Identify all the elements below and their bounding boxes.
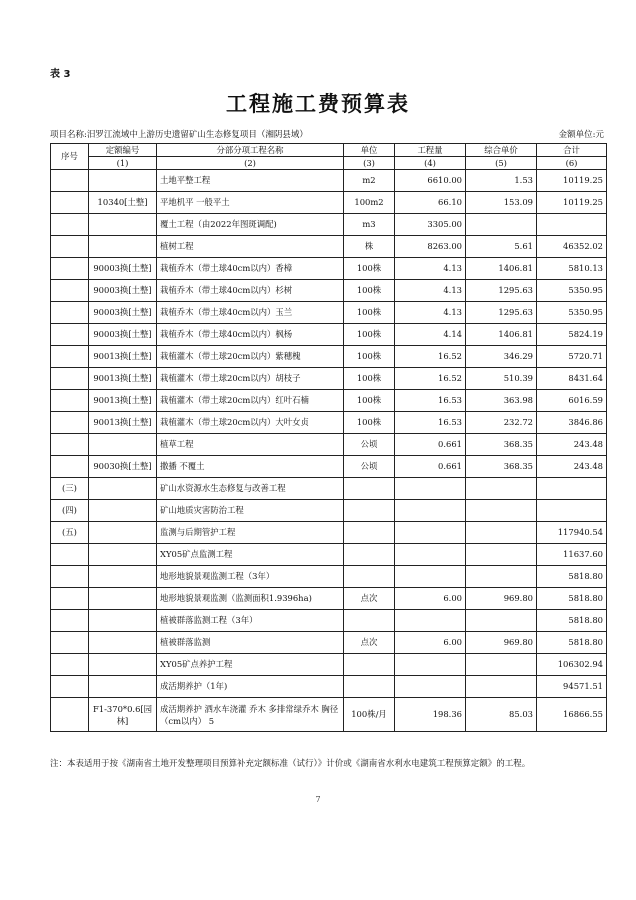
cell-total bbox=[537, 478, 607, 500]
cell-name: 栽植乔木（带土球40cm以内）杉树 bbox=[157, 280, 344, 302]
table-row bbox=[51, 214, 607, 236]
cell-unit: 100株 bbox=[344, 280, 395, 302]
cell-qty: 198.36 bbox=[395, 698, 466, 732]
page-title: 工程施工费预算表 bbox=[226, 92, 410, 116]
cell-code: 90013换[土整] bbox=[89, 390, 157, 412]
table-row bbox=[51, 456, 607, 478]
cell-seq bbox=[51, 170, 89, 192]
cell-name: 监测与后期管护工程 bbox=[157, 522, 344, 544]
cell-unit: 100株 bbox=[344, 346, 395, 368]
cell-total: 16866.55 bbox=[537, 698, 607, 732]
cell-unit bbox=[344, 676, 395, 698]
cell-code bbox=[89, 654, 157, 676]
cell-total: 6016.59 bbox=[537, 390, 607, 412]
cell-qty: 6.00 bbox=[395, 588, 466, 610]
table-tag: 表 3 bbox=[50, 69, 71, 80]
cell-unit: 株 bbox=[344, 236, 395, 258]
cell-unit: 100株 bbox=[344, 324, 395, 346]
cell-price bbox=[466, 676, 537, 698]
cell-name: XY05矿点养护工程 bbox=[157, 654, 344, 676]
cell-name: 矿山地质灾害防治工程 bbox=[157, 500, 344, 522]
cell-name: 植树工程 bbox=[157, 236, 344, 258]
table-row bbox=[51, 566, 607, 588]
table-row bbox=[51, 390, 607, 412]
cell-price: 85.03 bbox=[466, 698, 537, 732]
header-index-unit: (3) bbox=[344, 157, 395, 170]
cell-name: 栽植灌木（带土球20cm以内）胡枝子 bbox=[157, 368, 344, 390]
cell-price: 1406.81 bbox=[466, 324, 537, 346]
cell-code: 90003换[土整] bbox=[89, 280, 157, 302]
cell-name: 植被群落监测 bbox=[157, 632, 344, 654]
header-qty: 工程量 bbox=[395, 144, 466, 157]
table-row bbox=[51, 500, 607, 522]
cell-qty bbox=[395, 654, 466, 676]
cell-price bbox=[466, 214, 537, 236]
cell-total: 11637.60 bbox=[537, 544, 607, 566]
cell-qty bbox=[395, 522, 466, 544]
page-number: 7 bbox=[315, 795, 321, 804]
header-index-qty: (4) bbox=[395, 157, 466, 170]
cell-code: F1-370*0.6[园林] bbox=[89, 698, 157, 732]
header-index-name: (2) bbox=[157, 157, 344, 170]
cell-seq bbox=[51, 676, 89, 698]
cell-price: 510.39 bbox=[466, 368, 537, 390]
cell-name: 栽植乔木（带土球40cm以内）枫杨 bbox=[157, 324, 344, 346]
cell-price bbox=[466, 522, 537, 544]
cell-qty: 16.53 bbox=[395, 390, 466, 412]
cell-total: 5350.95 bbox=[537, 280, 607, 302]
cell-seq: (三) bbox=[51, 478, 89, 500]
cell-price: 363.98 bbox=[466, 390, 537, 412]
cell-name: 撒播 不覆土 bbox=[157, 456, 344, 478]
cell-unit: 100株 bbox=[344, 412, 395, 434]
table-row bbox=[51, 324, 607, 346]
table-row bbox=[51, 258, 607, 280]
cell-qty: 4.13 bbox=[395, 258, 466, 280]
cell-unit: 100株 bbox=[344, 302, 395, 324]
cell-code: 90003换[土整] bbox=[89, 302, 157, 324]
cell-total: 5720.71 bbox=[537, 346, 607, 368]
cell-total: 117940.54 bbox=[537, 522, 607, 544]
cell-seq bbox=[51, 214, 89, 236]
cell-name: 植被群落监测工程（3年） bbox=[157, 610, 344, 632]
header-unit: 单位 bbox=[344, 144, 395, 157]
cell-seq bbox=[51, 324, 89, 346]
footnote: 注：本表适用于按《湖南省土地开发整理项目预算补充定额标准（试行）》计价或《湖南省水利水电建筑工程预算定额》的工程。 bbox=[50, 759, 531, 769]
cell-seq bbox=[51, 434, 89, 456]
cell-name: 栽植灌木（带土球20cm以内）大叶女贞 bbox=[157, 412, 344, 434]
cell-seq bbox=[51, 346, 89, 368]
cell-qty bbox=[395, 544, 466, 566]
cell-total: 5818.80 bbox=[537, 588, 607, 610]
cell-price bbox=[466, 566, 537, 588]
cell-price: 346.29 bbox=[466, 346, 537, 368]
table-row bbox=[51, 170, 607, 192]
table-row bbox=[51, 588, 607, 610]
cell-unit: m3 bbox=[344, 214, 395, 236]
header-index-total: (6) bbox=[537, 157, 607, 170]
cell-name: 地形地貌景观监测工程（3年） bbox=[157, 566, 344, 588]
table-row bbox=[51, 632, 607, 654]
cell-price: 153.09 bbox=[466, 192, 537, 214]
cell-price bbox=[466, 478, 537, 500]
cell-price: 1406.81 bbox=[466, 258, 537, 280]
cell-qty bbox=[395, 676, 466, 698]
cell-seq bbox=[51, 280, 89, 302]
cell-qty bbox=[395, 500, 466, 522]
cell-seq bbox=[51, 654, 89, 676]
cell-unit: 100m2 bbox=[344, 192, 395, 214]
cell-seq bbox=[51, 302, 89, 324]
cell-price: 1.53 bbox=[466, 170, 537, 192]
cell-seq: (五) bbox=[51, 522, 89, 544]
cell-name: 地形地貌景观监测（监测面积1.9396ha) bbox=[157, 588, 344, 610]
cell-seq bbox=[51, 632, 89, 654]
budget-table bbox=[50, 143, 607, 732]
table-row bbox=[51, 412, 607, 434]
header-seq: 序号 bbox=[51, 144, 89, 170]
header-index-price: (5) bbox=[466, 157, 537, 170]
cell-name: 栽植乔木（带土球40cm以内）玉兰 bbox=[157, 302, 344, 324]
cell-qty: 16.53 bbox=[395, 412, 466, 434]
cell-code: 90013换[土整] bbox=[89, 368, 157, 390]
cell-qty: 0.661 bbox=[395, 456, 466, 478]
cell-unit: 公顷 bbox=[344, 434, 395, 456]
cell-name: 栽植乔木（带土球40cm以内）香樟 bbox=[157, 258, 344, 280]
cell-name: 栽植灌木（带土球20cm以内）红叶石楠 bbox=[157, 390, 344, 412]
cell-total bbox=[537, 500, 607, 522]
cell-seq: (四) bbox=[51, 500, 89, 522]
cell-code: 90013换[土整] bbox=[89, 346, 157, 368]
cell-total: 10119.25 bbox=[537, 192, 607, 214]
cell-price: 368.35 bbox=[466, 456, 537, 478]
cell-price: 969.80 bbox=[466, 632, 537, 654]
cell-price: 969.80 bbox=[466, 588, 537, 610]
cell-unit: 公顷 bbox=[344, 456, 395, 478]
cell-total bbox=[537, 214, 607, 236]
cell-code bbox=[89, 610, 157, 632]
cell-total: 3846.86 bbox=[537, 412, 607, 434]
cell-unit: m2 bbox=[344, 170, 395, 192]
header-name: 分部分项工程名称 bbox=[157, 144, 344, 157]
cell-seq bbox=[51, 236, 89, 258]
cell-qty: 4.14 bbox=[395, 324, 466, 346]
cell-name: 矿山水资源水生态修复与改善工程 bbox=[157, 478, 344, 500]
cell-name: 覆土工程（由2022年图斑调配) bbox=[157, 214, 344, 236]
cell-unit bbox=[344, 478, 395, 500]
cell-code: 90030换[土整] bbox=[89, 456, 157, 478]
cell-total: 243.48 bbox=[537, 456, 607, 478]
cell-seq bbox=[51, 390, 89, 412]
table-row bbox=[51, 698, 607, 732]
cell-code: 90003换[土整] bbox=[89, 258, 157, 280]
cell-total: 10119.25 bbox=[537, 170, 607, 192]
cell-seq bbox=[51, 698, 89, 732]
cell-total: 5818.80 bbox=[537, 566, 607, 588]
table-row bbox=[51, 522, 607, 544]
cell-price bbox=[466, 500, 537, 522]
header-total: 合计 bbox=[537, 144, 607, 157]
cell-total: 106302.94 bbox=[537, 654, 607, 676]
table-row bbox=[51, 192, 607, 214]
cell-name: 植草工程 bbox=[157, 434, 344, 456]
cell-qty: 4.13 bbox=[395, 280, 466, 302]
cell-unit bbox=[344, 566, 395, 588]
header-index-code: (1) bbox=[89, 157, 157, 170]
cell-seq bbox=[51, 610, 89, 632]
cell-unit: 点次 bbox=[344, 632, 395, 654]
cell-code bbox=[89, 566, 157, 588]
table-row bbox=[51, 368, 607, 390]
cell-price: 1295.63 bbox=[466, 302, 537, 324]
cell-unit bbox=[344, 654, 395, 676]
cell-seq bbox=[51, 566, 89, 588]
cell-qty: 8263.00 bbox=[395, 236, 466, 258]
table-row bbox=[51, 236, 607, 258]
cell-price: 368.35 bbox=[466, 434, 537, 456]
currency-unit: 金额单位:元 bbox=[558, 130, 604, 140]
cell-code: 10340[土整] bbox=[89, 192, 157, 214]
cell-qty: 66.10 bbox=[395, 192, 466, 214]
cell-total: 5818.80 bbox=[537, 632, 607, 654]
cell-qty: 4.13 bbox=[395, 302, 466, 324]
cell-unit bbox=[344, 610, 395, 632]
cell-qty bbox=[395, 610, 466, 632]
cell-qty: 6610.00 bbox=[395, 170, 466, 192]
table-row bbox=[51, 544, 607, 566]
cell-code bbox=[89, 588, 157, 610]
cell-price bbox=[466, 544, 537, 566]
cell-qty: 0.661 bbox=[395, 434, 466, 456]
cell-price: 5.61 bbox=[466, 236, 537, 258]
cell-seq bbox=[51, 456, 89, 478]
table-row bbox=[51, 302, 607, 324]
cell-unit: 100株 bbox=[344, 258, 395, 280]
cell-code bbox=[89, 478, 157, 500]
cell-price: 232.72 bbox=[466, 412, 537, 434]
cell-name: 土地平整工程 bbox=[157, 170, 344, 192]
cell-qty: 3305.00 bbox=[395, 214, 466, 236]
table-row bbox=[51, 610, 607, 632]
cell-name: 栽植灌木（带土球20cm以内）紫穗槐 bbox=[157, 346, 344, 368]
header-price: 综合单价 bbox=[466, 144, 537, 157]
cell-unit: 100株 bbox=[344, 390, 395, 412]
cell-code bbox=[89, 632, 157, 654]
cell-total: 46352.02 bbox=[537, 236, 607, 258]
table-row bbox=[51, 346, 607, 368]
cell-unit: 100株/月 bbox=[344, 698, 395, 732]
cell-price bbox=[466, 654, 537, 676]
cell-code: 90013换[土整] bbox=[89, 412, 157, 434]
cell-qty bbox=[395, 566, 466, 588]
cell-qty: 16.52 bbox=[395, 346, 466, 368]
cell-seq bbox=[51, 412, 89, 434]
header-code: 定额编号 bbox=[89, 144, 157, 157]
cell-total: 5824.19 bbox=[537, 324, 607, 346]
cell-qty: 16.52 bbox=[395, 368, 466, 390]
cell-code bbox=[89, 500, 157, 522]
cell-seq bbox=[51, 588, 89, 610]
cell-code bbox=[89, 434, 157, 456]
cell-code bbox=[89, 522, 157, 544]
cell-price bbox=[466, 610, 537, 632]
cell-seq bbox=[51, 544, 89, 566]
cell-name: XY05矿点监测工程 bbox=[157, 544, 344, 566]
table-row bbox=[51, 676, 607, 698]
cell-total: 5810.13 bbox=[537, 258, 607, 280]
cell-unit bbox=[344, 522, 395, 544]
cell-total: 5350.95 bbox=[537, 302, 607, 324]
cell-name: 成活期养护（1年) bbox=[157, 676, 344, 698]
cell-total: 8431.64 bbox=[537, 368, 607, 390]
cell-code bbox=[89, 236, 157, 258]
project-name: 项目名称:汨罗江流域中上游历史遗留矿山生态修复项目（湘阴县域） bbox=[50, 130, 308, 140]
header-row bbox=[51, 144, 607, 157]
cell-seq bbox=[51, 368, 89, 390]
cell-total: 243.48 bbox=[537, 434, 607, 456]
cell-seq bbox=[51, 258, 89, 280]
cell-unit: 100株 bbox=[344, 368, 395, 390]
cell-code bbox=[89, 544, 157, 566]
cell-code bbox=[89, 170, 157, 192]
cell-price: 1295.63 bbox=[466, 280, 537, 302]
cell-total: 94571.51 bbox=[537, 676, 607, 698]
cell-unit: 点次 bbox=[344, 588, 395, 610]
header-index-row bbox=[51, 157, 607, 170]
cell-seq bbox=[51, 192, 89, 214]
cell-unit bbox=[344, 500, 395, 522]
table-row bbox=[51, 280, 607, 302]
table-row bbox=[51, 654, 607, 676]
cell-name: 平地机平 一般平土 bbox=[157, 192, 344, 214]
table-row bbox=[51, 434, 607, 456]
cell-name: 成活期养护 洒水车浇灌 乔木 多排常绿乔木 胸径（cm以内） 5 bbox=[157, 698, 344, 732]
cell-total: 5818.80 bbox=[537, 610, 607, 632]
cell-code bbox=[89, 676, 157, 698]
cell-qty: 6.00 bbox=[395, 632, 466, 654]
cell-qty bbox=[395, 478, 466, 500]
table-row bbox=[51, 478, 607, 500]
cell-code bbox=[89, 214, 157, 236]
cell-code: 90003换[土整] bbox=[89, 324, 157, 346]
cell-unit bbox=[344, 544, 395, 566]
